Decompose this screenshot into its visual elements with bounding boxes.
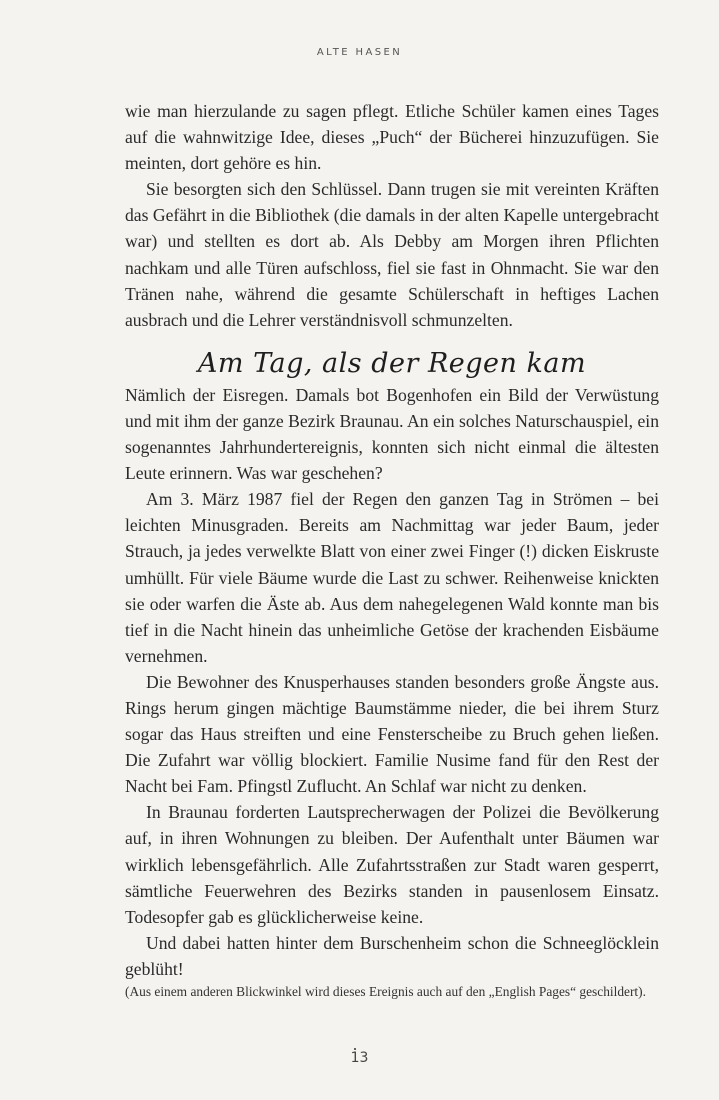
footnote: (Aus einem anderen Blickwinkel wird dieses Ereignis auch auf den „English Pages“ geschildert). (125, 984, 646, 999)
paragraph: In Braunau forderten Lautsprecherwagen der Polizei die Bevölkerung auf, in ihren Wohnungen zu bleiben. Der Aufenthalt unter Bäumen war wirklich lebensgefährlich. Alle Zufahrtsstraßen zur Stadt waren gesperrt, sämtliche Feuerwehren des Bezirks standen in pausenlosem Einsatz. Todesopfer gab es glücklicherweise keine. (125, 802, 659, 927)
paragraph: Sie besorgten sich den Schlüssel. Dann trugen sie mit vereinten Kräften das Gefährt in die Bibliothek (die damals in der alten Kapelle untergebracht war) und stellten es dort ab. Als Debby am Morgen ihren Pflichten nachkam und alle Türen aufschloss, fiel sie fast in Ohnmacht. Sie war den Tränen nahe, während die gesamte Schülerschaft in heftiges Lachen ausbrach und die Lehrer verständnisvoll schmunzelten. (125, 179, 659, 330)
page-body (125, 98, 659, 1002)
paragraph: Und dabei hatten hinter dem Burschenheim schon die Schneeglöcklein geblüht! (125, 932, 659, 979)
section-heading: Am Tag, als der Regen kam (197, 347, 587, 379)
paragraph: Am 3. März 1987 fiel der Regen den ganzen Tag in Strömen – bei leichten Minusgraden. Bereits am Nachmittag war jeder Baum, jeder Strauch, ja jedes verwelkte Blatt von einer zwei Finger (!) dicken Eiskruste umhüllt. Für viele Bäume wurde die Last zu schwer. Reihenweise knickten sie oder warfen die Äste ab. Aus dem nahegelegenen Wald konnte man bis tief in die Nacht hinein das unheimliche Getöse der krachenden Eisbäume vernehmen. (125, 489, 659, 666)
paragraph: wie man hierzulande zu sagen pflegt. Etliche Schüler kamen eines Tages auf die wahnwitzige Idee, dieses „Puch“ der Bücherei hinzuzufügen. Sie meinten, dort gehöre es hin. (125, 101, 659, 174)
running-header: ALTE HASEN (316, 47, 403, 58)
page-number: 13 (350, 1050, 369, 1066)
paragraph: Nämlich der Eisregen. Damals bot Bogenhofen ein Bild der Verwüstung und mit ihm der ganze Bezirk Braunau. An ein solches Naturschauspiel, ein sogenanntes Jahrhundertereignis, konnten sich nicht einmal die ältesten Leute erinnern. Was war geschehen? (125, 384, 659, 484)
paragraph: Die Bewohner des Knusperhauses standen besonders große Ängste aus. Rings herum gingen mächtige Baumstämme nieder, die bei ihrem Sturz sogar das Haus streiften und eine Fensterscheibe zu Bruch gehen ließen. Die Zufahrt war völlig blockiert. Familie Nusime fand für den Rest der Nacht bei Fam. Pfingstl Zuflucht. An Schlaf war nicht zu denken. (125, 671, 659, 797)
